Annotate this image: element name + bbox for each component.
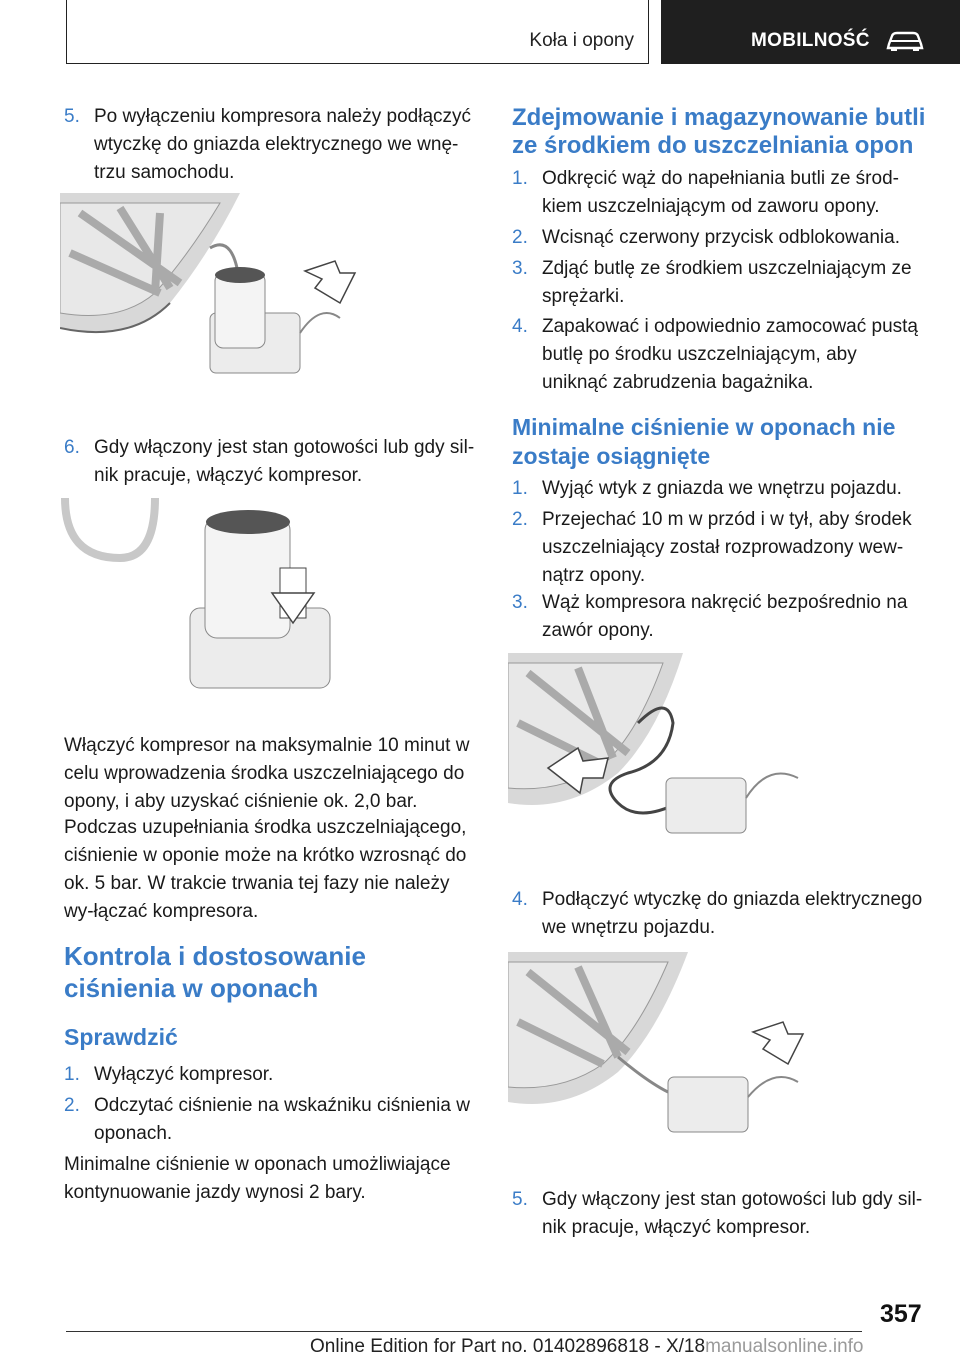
step-text: Zapakować i odpowiednio zamocować pustą butlę po środku uszczelniającym, aby uniknąć zabrudzenia bagażnika. (542, 316, 918, 393)
step-number: 1. (512, 168, 528, 189)
left-paragraph-3: Minimalne ciśnienie w oponach umożliwiające kontynuowanie jazdy wynosi 2 bary. (64, 1154, 451, 1203)
step-number: 6. (64, 437, 80, 458)
chapter-title: MOBILNOŚĆ (751, 30, 870, 51)
step-number: 2. (512, 227, 528, 248)
right-step-start (512, 1186, 924, 1242)
right-step2-1 (512, 475, 924, 503)
car-icon (885, 30, 925, 52)
left-step-5 (64, 103, 476, 187)
section-title: Koła i opony (529, 30, 634, 51)
step-text: Odczytać ciśnienie na wskaźniku ciśnienia w oponach. (94, 1095, 470, 1144)
right-step-3 (512, 255, 924, 311)
step-text: Wąż kompresora nakręcić bezpośrednio na zawór opony. (542, 592, 908, 641)
right-step2-2 (512, 506, 924, 590)
step-text: Zdjąć butlę ze środkiem uszczelniającym ze sprężarki. (542, 258, 912, 307)
footer-edition-text: Online Edition for Part no. 01402896818 - X/18 (310, 1336, 706, 1357)
step-number: 1. (64, 1064, 80, 1085)
step-text: Odkręcić wąż do napełniania butli ze środ-kiem uszczelniającym od zaworu opony. (542, 168, 899, 217)
right-step-plug (512, 886, 924, 942)
figure-compressor-plug (508, 952, 813, 1142)
left-step-6 (64, 434, 476, 490)
heading-minimalne: Minimalne ciśnienie w oponach nie zostaje osiągnięte (512, 414, 896, 469)
footer-rule (66, 1331, 862, 1332)
step-number: 2. (512, 509, 528, 530)
step-text: Po wyłączeniu kompresora należy podłączyć wtyczkę do gniazda elektrycznego we wnę-trzu samochodu. (94, 106, 472, 183)
header-section-box (66, 0, 649, 64)
step-number: 3. (512, 258, 528, 279)
step-text: Wyłączyć kompresor. (94, 1064, 274, 1085)
figure-compressor-button (60, 498, 370, 698)
left-paragraph-1: Włączyć kompresor na maksymalnie 10 minut w celu wprowadzenia środka uszczelniającego do opony, i aby uzyskać ciśnienie ok. 2,0 bar. (64, 735, 470, 812)
heading-zdejmowanie: Zdejmowanie i magazynowanie butli ze środkiem do uszczelniania opon (512, 104, 926, 159)
step-number: 2. (64, 1095, 80, 1116)
step-text: Wyjąć wtyk z gniazda we wnętrzu pojazdu. (542, 478, 902, 499)
step-text: Przejechać 10 m w przód i w tył, aby środek uszczelniający został rozprowadzony wew-nątrz opony. (542, 509, 912, 586)
left-paragraph-2: Podczas uzupełniania środka uszczelniającego, ciśnienie w oponie może na krótko wzrosnąć do ok. 5 bar. W trakcie trwania tej fazy nie należy wy-łączać kompresora. (64, 817, 467, 922)
step-text: Gdy włączony jest stan gotowości lub gdy sil-nik pracuje, włączyć kompresor. (94, 437, 475, 486)
right-step-1 (512, 165, 924, 221)
right-step2-3 (512, 589, 924, 645)
subheading-sprawdzic: Sprawdzić (64, 1024, 178, 1050)
footer-edition (310, 1336, 864, 1358)
step-number: 3. (512, 592, 528, 613)
figure-hose-on-valve (508, 653, 808, 843)
step-number: 1. (512, 478, 528, 499)
step-text: Podłączyć wtyczkę do gniazda elektrycznego we wnętrzu pojazdu. (542, 889, 923, 938)
check-step-2 (64, 1092, 476, 1148)
right-step-4 (512, 313, 926, 397)
step-text: Gdy włączony jest stan gotowości lub gdy sil-nik pracuje, włączyć kompresor. (542, 1189, 923, 1238)
step-number: 5. (512, 1189, 528, 1210)
right-step-2 (512, 224, 924, 252)
footer-site[interactable]: manualsonline.info (705, 1336, 864, 1357)
heading-kontrola: Kontrola i dostosowanie ciśnienia w oponach (64, 941, 366, 1003)
page-number: 357 (880, 1300, 922, 1328)
check-step-1 (64, 1061, 476, 1089)
figure-compressor-on-wheel (60, 193, 370, 385)
step-number: 4. (512, 889, 528, 910)
header-chapter-box (661, 0, 960, 64)
step-number: 5. (64, 106, 80, 127)
step-number: 4. (512, 316, 528, 337)
step-text: Wcisnąć czerwony przycisk odblokowania. (542, 227, 900, 248)
